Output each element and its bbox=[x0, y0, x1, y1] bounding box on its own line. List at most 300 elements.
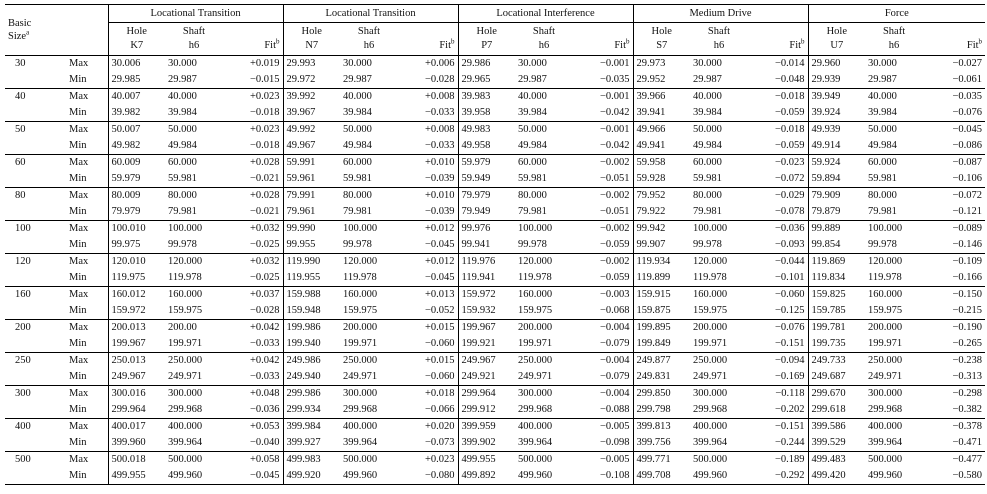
fit-value: −0.477 bbox=[923, 452, 985, 469]
shaft-value: 60.000 bbox=[865, 155, 923, 172]
basic-size-cell bbox=[5, 204, 65, 221]
fit-value: −0.001 bbox=[573, 122, 633, 139]
fit-value: −0.060 bbox=[424, 338, 455, 349]
hole-value: 49.939 bbox=[808, 122, 865, 139]
hole-value: 79.922 bbox=[633, 204, 690, 221]
hole-value: 159.972 bbox=[458, 287, 515, 304]
shaft-value: 60.000 bbox=[165, 155, 223, 172]
shaft-value: 399.964 bbox=[693, 437, 728, 448]
basic-size-cell: 400 bbox=[5, 419, 65, 436]
fit-value: −0.073 bbox=[424, 437, 455, 448]
shaft-value: 29.987 bbox=[518, 74, 547, 85]
shaft-value: 300.000 bbox=[865, 386, 923, 403]
shaft-grade: h6 bbox=[188, 40, 200, 51]
shaft-value: 199.971 bbox=[868, 338, 903, 349]
shaft-value: 80.000 bbox=[690, 188, 748, 205]
basic-size-cell bbox=[5, 468, 65, 485]
hole-value: 79.909 bbox=[808, 188, 865, 205]
shaft-value: 199.971 bbox=[168, 338, 203, 349]
hole-value: 29.965 bbox=[458, 72, 515, 89]
fit-value: −0.060 bbox=[424, 371, 455, 382]
fit-value: −0.059 bbox=[599, 239, 630, 250]
hole-value: 119.975 bbox=[108, 270, 165, 287]
shaft-value: 39.984 bbox=[168, 107, 197, 118]
limit-label: Min bbox=[69, 173, 87, 184]
shaft-value: 400.000 bbox=[165, 419, 223, 436]
hole-value: 119.955 bbox=[283, 270, 340, 287]
fit-value: −0.146 bbox=[952, 239, 983, 250]
limit-label: Max bbox=[65, 287, 108, 304]
preferred-fits-table bbox=[5, 4, 985, 485]
fit-value: +0.058 bbox=[223, 452, 283, 469]
hole-value: 159.932 bbox=[458, 303, 515, 320]
limit-label: Min bbox=[69, 437, 87, 448]
hole-value: 249.940 bbox=[283, 369, 340, 386]
shaft-value: 120.000 bbox=[865, 254, 923, 271]
hole-value: 160.012 bbox=[108, 287, 165, 304]
fit-value: −0.121 bbox=[952, 206, 983, 217]
fit-value: +0.008 bbox=[398, 122, 458, 139]
shaft-value: 99.978 bbox=[343, 239, 372, 250]
hole-label: Hole bbox=[126, 26, 147, 37]
shaft-value: 59.981 bbox=[868, 173, 897, 184]
hole-value: 299.934 bbox=[283, 402, 340, 419]
hole-value: 299.850 bbox=[633, 386, 690, 403]
hole-value: 79.879 bbox=[808, 204, 865, 221]
shaft-value: 39.984 bbox=[868, 107, 897, 118]
fit-value: −0.033 bbox=[424, 107, 455, 118]
limit-label: Max bbox=[65, 122, 108, 139]
fit-column-header bbox=[573, 23, 633, 56]
shaft-value: 250.000 bbox=[165, 353, 223, 370]
fit-value: −0.033 bbox=[249, 371, 280, 382]
fit-value: −0.150 bbox=[923, 287, 985, 304]
hole-value: 29.985 bbox=[108, 72, 165, 89]
shaft-value: 40.000 bbox=[865, 89, 923, 106]
hole-value: 400.017 bbox=[108, 419, 165, 436]
fit-value: +0.010 bbox=[398, 188, 458, 205]
fit-value: −0.001 bbox=[573, 56, 633, 73]
hole-value: 79.949 bbox=[458, 204, 515, 221]
fit-value: −0.076 bbox=[748, 320, 808, 337]
basic-size-cell bbox=[5, 336, 65, 353]
basic-size-cell: 40 bbox=[5, 89, 65, 106]
fit-value: −0.088 bbox=[599, 404, 630, 415]
hole-grade: U7 bbox=[830, 40, 844, 51]
fit-value: −0.045 bbox=[223, 468, 283, 485]
shaft-value: 399.964 bbox=[168, 437, 203, 448]
fit-value: −0.036 bbox=[249, 404, 280, 415]
hole-value: 299.964 bbox=[108, 402, 165, 419]
table-header bbox=[5, 5, 985, 56]
fit-value: +0.018 bbox=[398, 386, 458, 403]
fit-value: −0.021 bbox=[249, 206, 280, 217]
fit-value: −0.580 bbox=[923, 468, 985, 485]
hole-value: 99.942 bbox=[633, 221, 690, 238]
hole-value: 250.013 bbox=[108, 353, 165, 370]
fit-value: −0.052 bbox=[424, 305, 455, 316]
shaft-value: 99.978 bbox=[693, 239, 722, 250]
fit-footnote-marker: b bbox=[626, 37, 630, 46]
hole-value: 59.991 bbox=[283, 155, 340, 172]
hole-value: 399.927 bbox=[283, 435, 340, 452]
basic-size-line1: Basic bbox=[8, 18, 32, 29]
fit-value: −0.028 bbox=[424, 74, 455, 85]
fit-footnote-marker: b bbox=[276, 37, 280, 46]
fit-value: −0.109 bbox=[923, 254, 985, 271]
shaft-value: 60.000 bbox=[340, 155, 398, 172]
limit-label: Min bbox=[69, 371, 87, 382]
fit-value: −0.059 bbox=[775, 107, 805, 118]
shaft-column-header bbox=[865, 23, 923, 56]
fit-value: +0.012 bbox=[398, 221, 458, 238]
shaft-value: 119.978 bbox=[343, 272, 377, 283]
fit-footnote-marker: b bbox=[801, 37, 805, 46]
fit-footnote-marker: b bbox=[451, 37, 455, 46]
fit-value: −0.215 bbox=[952, 305, 983, 316]
hole-value: 499.892 bbox=[458, 468, 515, 485]
fit-value: −0.040 bbox=[249, 437, 280, 448]
hole-value: 79.952 bbox=[633, 188, 690, 205]
fit-value: +0.032 bbox=[223, 221, 283, 238]
fit-value: −0.001 bbox=[573, 89, 633, 106]
hole-column-header bbox=[108, 23, 165, 56]
fit-value: −0.076 bbox=[952, 107, 983, 118]
hole-value: 119.934 bbox=[633, 254, 690, 271]
hole-value: 59.961 bbox=[283, 171, 340, 188]
fit-value: +0.020 bbox=[398, 419, 458, 436]
hole-value: 49.958 bbox=[458, 138, 515, 155]
fit-value: −0.087 bbox=[923, 155, 985, 172]
fit-value: −0.108 bbox=[573, 468, 633, 485]
fit-value: −0.042 bbox=[599, 107, 630, 118]
hole-value: 29.939 bbox=[808, 72, 865, 89]
hole-value: 39.966 bbox=[633, 89, 690, 106]
fit-value: −0.018 bbox=[748, 89, 808, 106]
shaft-value: 249.971 bbox=[343, 371, 378, 382]
basic-size-header bbox=[5, 5, 108, 56]
fit-label: Fit bbox=[614, 40, 627, 51]
hole-value: 499.420 bbox=[808, 468, 865, 485]
shaft-value: 399.964 bbox=[868, 437, 903, 448]
hole-value: 59.979 bbox=[108, 171, 165, 188]
shaft-value: 29.987 bbox=[168, 74, 197, 85]
basic-size-cell bbox=[5, 138, 65, 155]
shaft-value: 299.968 bbox=[168, 404, 203, 415]
fit-value: +0.015 bbox=[398, 320, 458, 337]
shaft-value: 500.000 bbox=[165, 452, 223, 469]
table-row bbox=[5, 270, 985, 287]
shaft-value: 50.000 bbox=[165, 122, 223, 139]
shaft-value: 100.000 bbox=[690, 221, 748, 238]
basic-size-cell bbox=[5, 435, 65, 452]
fit-value: −0.002 bbox=[573, 221, 633, 238]
hole-value: 249.877 bbox=[633, 353, 690, 370]
hole-value: 199.735 bbox=[808, 336, 865, 353]
shaft-value: 49.984 bbox=[868, 140, 897, 151]
shaft-value: 300.000 bbox=[165, 386, 223, 403]
fit-value: −0.079 bbox=[599, 338, 630, 349]
hole-value: 159.988 bbox=[283, 287, 340, 304]
hole-value: 99.907 bbox=[633, 237, 690, 254]
fit-value: −0.018 bbox=[748, 122, 808, 139]
fit-value: −0.118 bbox=[748, 386, 808, 403]
shaft-value: 119.978 bbox=[518, 272, 552, 283]
shaft-value: 39.984 bbox=[518, 107, 547, 118]
table-row bbox=[5, 155, 985, 172]
shaft-value: 100.000 bbox=[165, 221, 223, 238]
hole-value: 249.687 bbox=[808, 369, 865, 386]
limit-label: Max bbox=[65, 188, 108, 205]
hole-value: 49.983 bbox=[458, 122, 515, 139]
shaft-value: 30.000 bbox=[515, 56, 573, 73]
table-row bbox=[5, 188, 985, 205]
fit-value: −0.059 bbox=[599, 272, 630, 283]
fit-value: −0.078 bbox=[775, 206, 805, 217]
shaft-value: 159.975 bbox=[868, 305, 903, 316]
hole-value: 29.993 bbox=[283, 56, 340, 73]
shaft-label: Shaft bbox=[707, 26, 731, 37]
shaft-grade: h6 bbox=[363, 40, 375, 51]
limit-label: Min bbox=[69, 140, 87, 151]
fit-value: +0.042 bbox=[223, 353, 283, 370]
hole-grade: K7 bbox=[130, 40, 144, 51]
hole-value: 499.955 bbox=[108, 468, 165, 485]
hole-value: 60.009 bbox=[108, 155, 165, 172]
shaft-value: 299.968 bbox=[868, 404, 903, 415]
hole-value: 99.975 bbox=[108, 237, 165, 254]
shaft-grade: h6 bbox=[888, 40, 900, 51]
fit-value: −0.106 bbox=[952, 173, 983, 184]
hole-value: 159.915 bbox=[633, 287, 690, 304]
hole-value: 59.924 bbox=[808, 155, 865, 172]
fit-value: −0.033 bbox=[249, 338, 280, 349]
shaft-value: 120.000 bbox=[690, 254, 748, 271]
shaft-value: 499.960 bbox=[340, 468, 398, 485]
group-title-locational-transition-n7: Locational Transition bbox=[283, 5, 458, 23]
hole-value: 200.013 bbox=[108, 320, 165, 337]
table-row bbox=[5, 468, 985, 485]
hole-value: 249.967 bbox=[458, 353, 515, 370]
fit-value: +0.006 bbox=[398, 56, 458, 73]
shaft-value: 499.960 bbox=[865, 468, 923, 485]
table-row bbox=[5, 287, 985, 304]
fit-value: −0.471 bbox=[952, 437, 983, 448]
hole-value: 399.959 bbox=[458, 419, 515, 436]
fit-value: +0.028 bbox=[223, 188, 283, 205]
fit-value: +0.013 bbox=[398, 287, 458, 304]
shaft-label: Shaft bbox=[882, 26, 906, 37]
table-row bbox=[5, 320, 985, 337]
fit-value: +0.053 bbox=[223, 419, 283, 436]
fit-value: −0.066 bbox=[424, 404, 455, 415]
table-row bbox=[5, 221, 985, 238]
shaft-value: 59.981 bbox=[518, 173, 547, 184]
shaft-value: 249.971 bbox=[168, 371, 203, 382]
fit-value: −0.202 bbox=[775, 404, 805, 415]
limit-label: Max bbox=[65, 419, 108, 436]
hole-value: 49.982 bbox=[108, 138, 165, 155]
shaft-grade: h6 bbox=[713, 40, 725, 51]
shaft-value: 120.000 bbox=[515, 254, 573, 271]
basic-size-cell: 200 bbox=[5, 320, 65, 337]
fit-value: −0.004 bbox=[573, 386, 633, 403]
shaft-value: 60.000 bbox=[515, 155, 573, 172]
shaft-value: 160.000 bbox=[165, 287, 223, 304]
hole-value: 39.949 bbox=[808, 89, 865, 106]
shaft-value: 249.971 bbox=[693, 371, 728, 382]
fit-value: −0.089 bbox=[923, 221, 985, 238]
fit-value: +0.012 bbox=[398, 254, 458, 271]
hole-value: 59.928 bbox=[633, 171, 690, 188]
limit-label: Min bbox=[65, 468, 108, 485]
shaft-value: 79.981 bbox=[518, 206, 547, 217]
hole-value: 399.960 bbox=[108, 435, 165, 452]
hole-value: 399.529 bbox=[808, 435, 865, 452]
shaft-value: 99.978 bbox=[868, 239, 897, 250]
hole-value: 300.016 bbox=[108, 386, 165, 403]
shaft-value: 49.984 bbox=[343, 140, 372, 151]
group-title-locational-transition-k7: Locational Transition bbox=[108, 5, 283, 23]
fit-value: +0.019 bbox=[223, 56, 283, 73]
fit-value: +0.008 bbox=[398, 89, 458, 106]
fit-value: −0.045 bbox=[424, 239, 455, 250]
shaft-column-header bbox=[340, 23, 398, 56]
fit-value: −0.018 bbox=[249, 140, 280, 151]
fit-value: −0.044 bbox=[748, 254, 808, 271]
shaft-value: 160.000 bbox=[690, 287, 748, 304]
shaft-value: 300.000 bbox=[340, 386, 398, 403]
shaft-value: 160.000 bbox=[865, 287, 923, 304]
hole-value: 50.007 bbox=[108, 122, 165, 139]
shaft-value: 200.000 bbox=[340, 320, 398, 337]
hole-value: 119.941 bbox=[458, 270, 515, 287]
limit-label: Min bbox=[69, 239, 87, 250]
fit-value: −0.086 bbox=[952, 140, 983, 151]
shaft-value: 99.978 bbox=[518, 239, 547, 250]
fit-value: +0.023 bbox=[223, 122, 283, 139]
fit-value: +0.023 bbox=[223, 89, 283, 106]
fit-value: −0.045 bbox=[923, 122, 985, 139]
shaft-label: Shaft bbox=[532, 26, 556, 37]
limit-label: Max bbox=[65, 353, 108, 370]
shaft-value: 100.000 bbox=[515, 221, 573, 238]
hole-value: 199.895 bbox=[633, 320, 690, 337]
shaft-column-header bbox=[690, 23, 748, 56]
fit-value: −0.292 bbox=[748, 468, 808, 485]
hole-value: 199.967 bbox=[108, 336, 165, 353]
shaft-value: 100.000 bbox=[340, 221, 398, 238]
hole-value: 499.920 bbox=[283, 468, 340, 485]
hole-value: 99.854 bbox=[808, 237, 865, 254]
shaft-value: 399.964 bbox=[518, 437, 553, 448]
shaft-value: 80.000 bbox=[515, 188, 573, 205]
hole-value: 159.785 bbox=[808, 303, 865, 320]
hole-value: 49.914 bbox=[808, 138, 865, 155]
shaft-value: 49.984 bbox=[168, 140, 197, 151]
basic-size-footnote-marker: a bbox=[26, 28, 30, 37]
fit-value: −0.265 bbox=[952, 338, 983, 349]
hole-value: 159.825 bbox=[808, 287, 865, 304]
fit-value: −0.023 bbox=[748, 155, 808, 172]
hole-label: Hole bbox=[651, 26, 672, 37]
shaft-value: 500.000 bbox=[865, 452, 923, 469]
shaft-value: 400.000 bbox=[340, 419, 398, 436]
fit-value: −0.039 bbox=[424, 206, 455, 217]
fit-value: −0.045 bbox=[424, 272, 455, 283]
shaft-value: 119.978 bbox=[693, 272, 727, 283]
shaft-value: 200.000 bbox=[690, 320, 748, 337]
hole-value: 159.972 bbox=[108, 303, 165, 320]
table-body bbox=[5, 56, 985, 485]
fit-value: −0.002 bbox=[573, 254, 633, 271]
table-row bbox=[5, 254, 985, 271]
hole-value: 99.941 bbox=[458, 237, 515, 254]
hole-value: 199.849 bbox=[633, 336, 690, 353]
hole-value: 99.889 bbox=[808, 221, 865, 238]
shaft-value: 49.984 bbox=[518, 140, 547, 151]
shaft-value: 299.968 bbox=[343, 404, 378, 415]
hole-value: 59.894 bbox=[808, 171, 865, 188]
shaft-value: 40.000 bbox=[165, 89, 223, 106]
table-row bbox=[5, 452, 985, 469]
shaft-value: 120.000 bbox=[165, 254, 223, 271]
hole-value: 49.941 bbox=[633, 138, 690, 155]
fit-value: −0.190 bbox=[923, 320, 985, 337]
table-row bbox=[5, 435, 985, 452]
hole-value: 49.966 bbox=[633, 122, 690, 139]
shaft-value: 160.000 bbox=[340, 287, 398, 304]
shaft-value: 80.000 bbox=[865, 188, 923, 205]
table-row bbox=[5, 122, 985, 139]
hole-value: 120.010 bbox=[108, 254, 165, 271]
limit-label: Min bbox=[69, 74, 87, 85]
basic-size-cell bbox=[5, 105, 65, 122]
limit-label: Max bbox=[65, 56, 108, 73]
hole-value: 79.979 bbox=[458, 188, 515, 205]
shaft-value: 199.971 bbox=[343, 338, 378, 349]
hole-value: 249.967 bbox=[108, 369, 165, 386]
hole-value: 119.976 bbox=[458, 254, 515, 271]
shaft-value: 250.000 bbox=[690, 353, 748, 370]
basic-size-cell bbox=[5, 402, 65, 419]
hole-value: 399.984 bbox=[283, 419, 340, 436]
shaft-value: 39.984 bbox=[693, 107, 722, 118]
fit-label: Fit bbox=[789, 40, 802, 51]
hole-value: 80.009 bbox=[108, 188, 165, 205]
basic-size-cell: 250 bbox=[5, 353, 65, 370]
fit-value: −0.080 bbox=[398, 468, 458, 485]
basic-size-cell: 50 bbox=[5, 122, 65, 139]
fit-column-header bbox=[923, 23, 985, 56]
fit-value: −0.166 bbox=[952, 272, 983, 283]
shaft-value: 99.978 bbox=[168, 239, 197, 250]
fit-value: −0.021 bbox=[249, 173, 280, 184]
limit-label: Max bbox=[65, 89, 108, 106]
group-title-force: Force bbox=[808, 5, 985, 23]
fit-label: Fit bbox=[264, 40, 277, 51]
fit-value: −0.238 bbox=[923, 353, 985, 370]
shaft-value: 40.000 bbox=[690, 89, 748, 106]
limit-label: Max bbox=[65, 155, 108, 172]
shaft-value: 29.987 bbox=[868, 74, 897, 85]
basic-size-cell: 500 bbox=[5, 452, 65, 469]
hole-value: 119.899 bbox=[633, 270, 690, 287]
fit-value: +0.042 bbox=[223, 320, 283, 337]
fit-column-header bbox=[398, 23, 458, 56]
fit-value: −0.079 bbox=[599, 371, 630, 382]
table-row bbox=[5, 89, 985, 106]
